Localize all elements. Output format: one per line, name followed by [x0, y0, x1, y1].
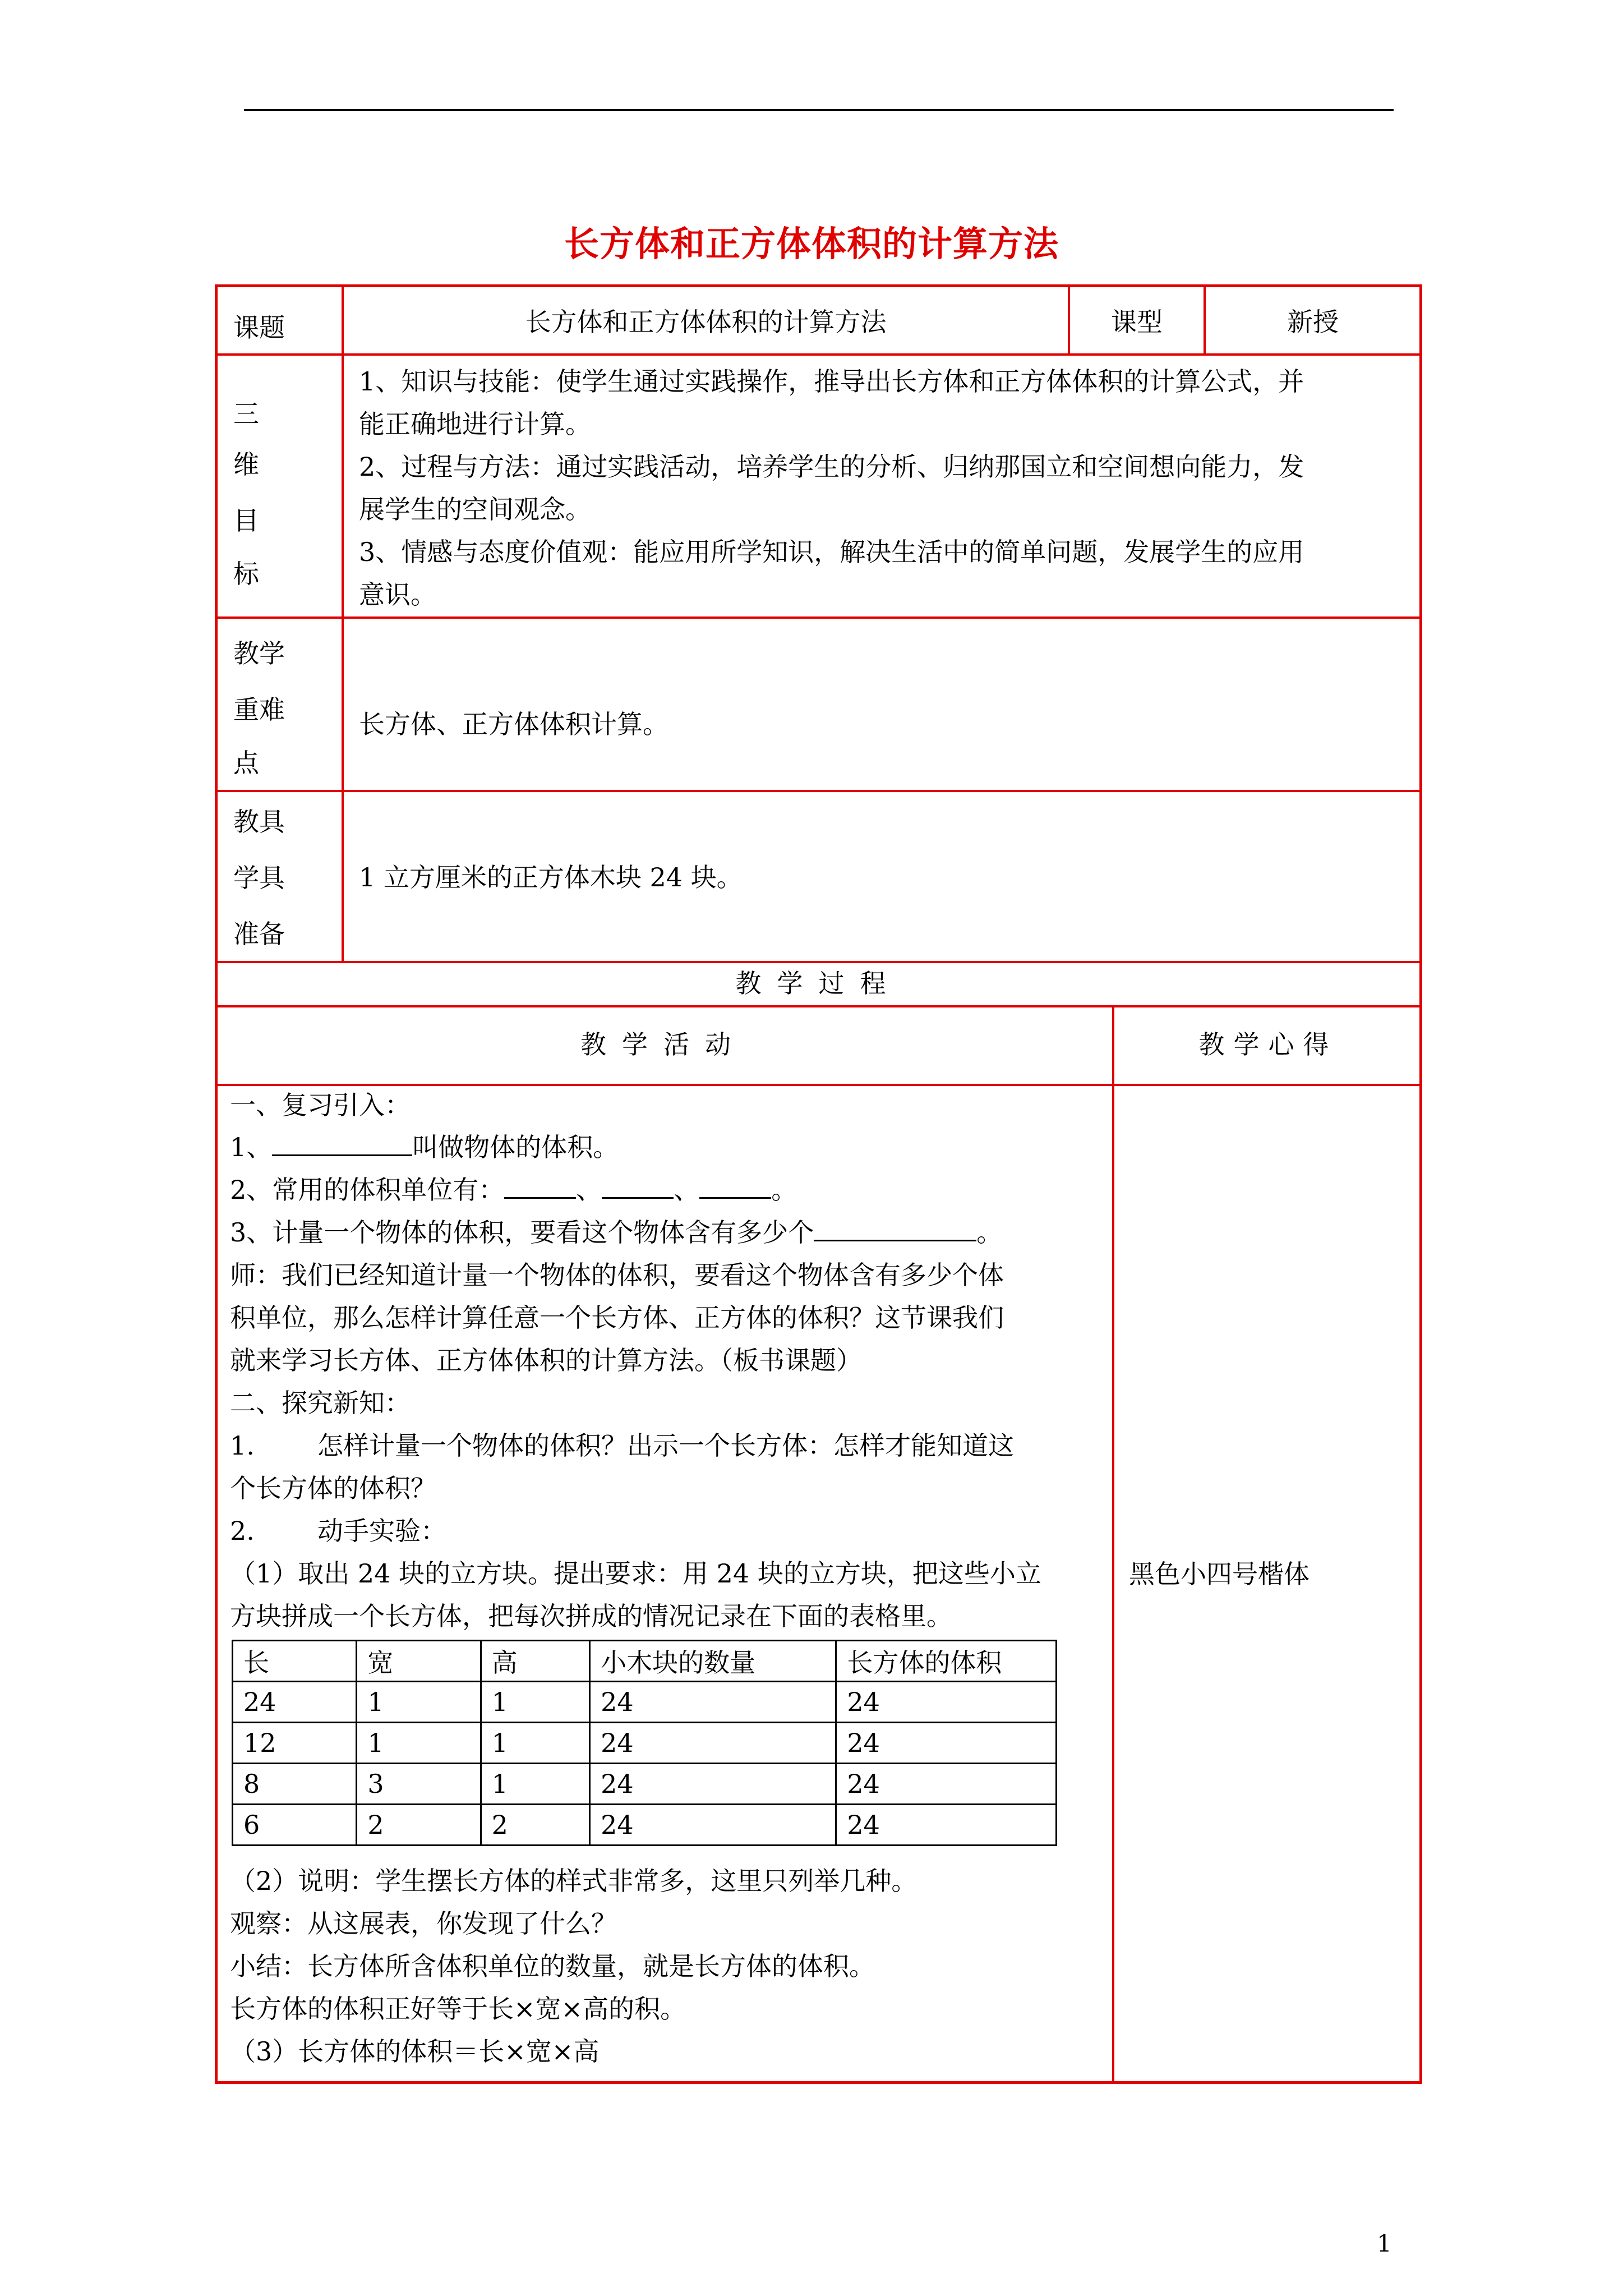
review-question-2: 2、常用的体积单位有： 、 、 。 [230, 1175, 797, 1205]
header-rule [244, 109, 1394, 111]
observation-line: 观察：从这展表，你发现了什么？ [230, 1908, 617, 1939]
teacher-line: 师：我们已经知道计量一个物体的体积，要看这个物体含有多少个体 [230, 1260, 1004, 1290]
materials-content: 1 立方厘米的正方体木块 24 块。 [359, 862, 743, 892]
step-1-number: 1. [230, 1430, 255, 1461]
table-header-cell: 长方体的体积 [836, 1641, 1057, 1682]
observation-line: （3）长方体的体积＝长×宽×高 [230, 2036, 600, 2067]
record-table [232, 1640, 1057, 1846]
objectives-label-char: 维 [233, 449, 259, 480]
table-cell: 6 [233, 1805, 357, 1846]
table-cell: 24 [836, 1764, 1057, 1805]
step-2-text: 动手实验： [317, 1516, 446, 1546]
table-cell: 12 [233, 1723, 357, 1764]
objectives-label-char: 目 [233, 505, 259, 536]
row-divider [215, 353, 1422, 356]
review-question-3: 3、计量一个物体的体积，要看这个物体含有多少个 。 [230, 1217, 1003, 1248]
page-number: 1 [1377, 2230, 1392, 2257]
table-cell: 24 [590, 1723, 836, 1764]
explore-title: 二、探究新知： [230, 1388, 411, 1418]
fill-blank [699, 1175, 771, 1199]
key-points-content: 长方体、正方体体积计算。 [359, 709, 668, 739]
step-1-text: 个长方体的体积？ [230, 1473, 436, 1503]
observation-line: 长方体的体积正好等于长×宽×高的积。 [230, 1994, 686, 2024]
key-points-label: 点 [233, 748, 259, 778]
table-cell: 8 [233, 1764, 357, 1805]
table-cell: 1 [357, 1723, 481, 1764]
objective-line: 3、情感与态度价值观：能应用所学知识，解决生活中的简单问题，发展学生的应用 [359, 537, 1304, 567]
experiment-line: 方块拼成一个长方体，把每次拼成的情况记录在下面的表格里。 [230, 1601, 952, 1631]
reflection-note: 黑色小四号楷体 [1129, 1559, 1310, 1589]
objective-line: 2、过程与方法：通过实践活动，培养学生的分析、归纳那国立和空间想向能力，发 [359, 452, 1304, 482]
table-header-cell: 小木块的数量 [590, 1641, 836, 1682]
lesson-type-value: 新授 [1287, 307, 1339, 337]
key-points-label: 教学 [233, 638, 285, 669]
table-cell: 24 [590, 1682, 836, 1723]
table-cell: 24 [590, 1805, 836, 1846]
table-header-cell: 长 [233, 1641, 357, 1682]
materials-label: 教具 [233, 807, 285, 837]
table-row [233, 1805, 1057, 1846]
objective-line: 展学生的空间观念。 [359, 494, 591, 524]
objectives-label-char: 三 [233, 399, 259, 429]
review-question-1: 1、 叫做物体的体积。 [230, 1132, 619, 1162]
table-cell: 24 [836, 1805, 1057, 1846]
objective-line: 1、知识与技能：使学生通过实践操作，推导出长方体和正方体体积的计算公式，并 [359, 366, 1304, 397]
objectives-label-char: 标 [233, 559, 259, 589]
fill-blank [272, 1132, 412, 1156]
objective-line: 能正确地进行计算。 [359, 409, 591, 439]
table-cell: 1 [357, 1682, 481, 1723]
table-cell: 24 [590, 1764, 836, 1805]
review-title: 一、复习引入： [230, 1090, 411, 1120]
table-header-cell: 高 [481, 1641, 589, 1682]
step-1-text: 怎样计量一个物体的体积？出示一个长方体：怎样才能知道这 [317, 1430, 1014, 1461]
document-title: 长方体和正方体体积的计算方法 [564, 223, 1059, 264]
table-cell: 24 [233, 1682, 357, 1723]
row-divider [215, 790, 1422, 792]
topic-label: 课题 [233, 312, 285, 343]
reflection-header: 教学心得 [1198, 1029, 1338, 1060]
observation-line: 小结：长方体所含体积单位的数量，就是长方体的体积。 [230, 1951, 875, 1981]
fill-blank [504, 1175, 576, 1199]
column-divider [342, 284, 344, 962]
column-divider [1112, 1005, 1114, 2083]
table-cell: 1 [481, 1764, 589, 1805]
table-row [233, 1682, 1057, 1723]
table-header-cell: 宽 [357, 1641, 481, 1682]
key-points-label: 重难 [233, 694, 285, 725]
experiment-line: （1）取出 24 块的立方块。提出要求：用 24 块的立方块，把这些小立 [230, 1558, 1041, 1589]
materials-label: 准备 [233, 919, 285, 949]
fill-blank [602, 1175, 674, 1199]
topic-value: 长方体和正方体体积的计算方法 [525, 307, 887, 337]
table-row [233, 1723, 1057, 1764]
objective-line: 意识。 [359, 579, 436, 610]
table-cell: 2 [481, 1805, 589, 1846]
table-cell: 1 [481, 1682, 589, 1723]
observation-line: （2）说明：学生摆长方体的样式非常多，这里只列举几种。 [230, 1866, 917, 1896]
row-divider [215, 616, 1422, 619]
row-divider [215, 1005, 1422, 1007]
table-cell: 24 [836, 1723, 1057, 1764]
activity-header: 教学活动 [580, 1029, 746, 1060]
table-header-row [233, 1641, 1057, 1682]
teacher-line: 就来学习长方体、正方体体积的计算方法。（板书课题） [230, 1345, 862, 1375]
step-2-number: 2. [230, 1516, 255, 1546]
fill-blank [814, 1217, 976, 1241]
teacher-line: 积单位，那么怎样计算任意一个长方体、正方体的体积？这节课我们 [230, 1303, 1004, 1333]
process-header: 教学过程 [735, 968, 902, 999]
table-cell: 24 [836, 1682, 1057, 1723]
table-cell: 1 [481, 1723, 589, 1764]
materials-label: 学具 [233, 863, 285, 893]
table-row [233, 1764, 1057, 1805]
table-cell: 3 [357, 1764, 481, 1805]
table-cell: 2 [357, 1805, 481, 1846]
lesson-type-label: 课型 [1111, 307, 1163, 337]
